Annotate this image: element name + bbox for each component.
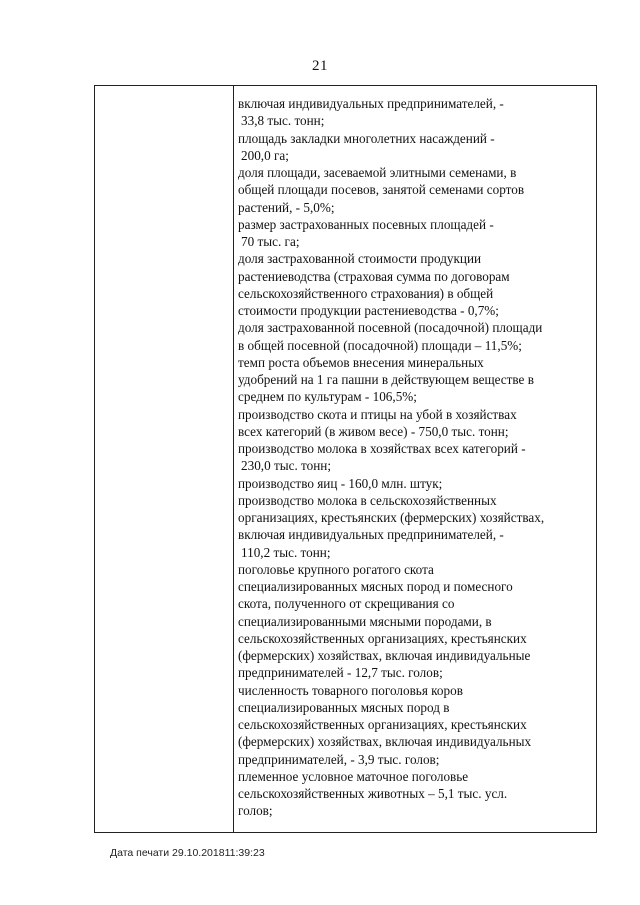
text-line: (фермерских) хозяйствах, включая индивидуальных <box>238 734 532 750</box>
text-line: 230,0 тыс. тонн; <box>241 458 332 474</box>
text-line: 200,0 га; <box>241 147 289 163</box>
text-line: специализированных мясных пород и помесного <box>238 579 513 594</box>
text-line: сельскохозяйственного страхования) в общей <box>238 285 494 301</box>
text-line: среднем по культурам - 106,5%; <box>238 389 417 405</box>
text-line: производство молока в сельскохозяйственных <box>238 492 497 508</box>
text-line: производство молока в хозяйствах всех категорий - <box>238 441 526 456</box>
page-number: 21 <box>312 58 328 74</box>
text-line: производство яиц - 160,0 млн. штук; <box>238 475 443 491</box>
text-line: 33,8 тыс. тонн; <box>241 113 325 129</box>
text-line: предпринимателей - 12,7 тыс. голов; <box>238 665 443 681</box>
text-line: размер застрахованных посевных площадей - <box>238 216 494 232</box>
text-line: организациях, крестьянских (фермерских) хозяйствах, <box>238 510 545 525</box>
text-line: общей площади посевов, занятой семенами сортов <box>238 182 525 198</box>
text-line: сельскохозяйственных организациях, крестьянских <box>238 630 527 646</box>
text-line: 70 тыс. га; <box>241 234 300 249</box>
text-line: (фермерских) хозяйствах, включая индивидуальные <box>238 648 531 663</box>
text-line: численность товарного поголовья коров <box>238 682 463 698</box>
text-line: сельскохозяйственных организациях, крестьянских <box>238 717 527 732</box>
text-line: темп роста объемов внесения минеральных <box>238 354 484 370</box>
print-date-footer: Дата печати 29.10.201811:39:23 <box>110 847 265 859</box>
text-line: специализированными мясными породами, в <box>238 613 492 629</box>
text-line: стоимости продукции растениеводства - 0,7%; <box>238 303 499 318</box>
text-line: растениеводства (страховая сумма по договорам <box>238 268 510 284</box>
text-line: доля застрахованной посевной (посадочной) площади <box>238 320 543 336</box>
text-line: включая индивидуальных предпринимателей, - <box>238 527 504 543</box>
text-line: племенное условное маточное поголовье <box>238 768 469 784</box>
text-line: всех категорий (в живом весе) - 750,0 тыс. тонн; <box>238 423 509 439</box>
text-line: доля площади, засеваемой элитными семенами, в <box>238 165 517 180</box>
text-line: специализированных мясных пород в <box>238 699 450 715</box>
indicators-cell <box>238 95 594 820</box>
text-line: поголовье крупного рогатого скота <box>238 561 434 577</box>
text-line: в общей посевной (посадочной) площади – 11,5%; <box>238 337 522 353</box>
text-line: включая индивидуальных предпринимателей, - <box>238 96 504 111</box>
text-line: удобрений на 1 га пашни в действующем веществе в <box>238 372 534 387</box>
column-divider <box>233 86 234 832</box>
text-line: скота, полученного от скрещивания со <box>238 596 455 612</box>
text-line: предпринимателей, - 3,9 тыс. голов; <box>238 751 440 767</box>
text-line: голов; <box>238 803 273 819</box>
text-line: доля застрахованной стоимости продукции <box>238 251 482 267</box>
text-line: 110,2 тыс. тонн; <box>241 544 331 560</box>
text-line: площадь закладки многолетних насаждений - <box>238 130 495 146</box>
document-table <box>94 85 597 833</box>
text-line: растений, - 5,0%; <box>238 199 335 215</box>
text-line: производство скота и птицы на убой в хозяйствах <box>238 406 517 422</box>
text-line: сельскохозяйственных животных – 5,1 тыс. усл. <box>238 786 508 801</box>
